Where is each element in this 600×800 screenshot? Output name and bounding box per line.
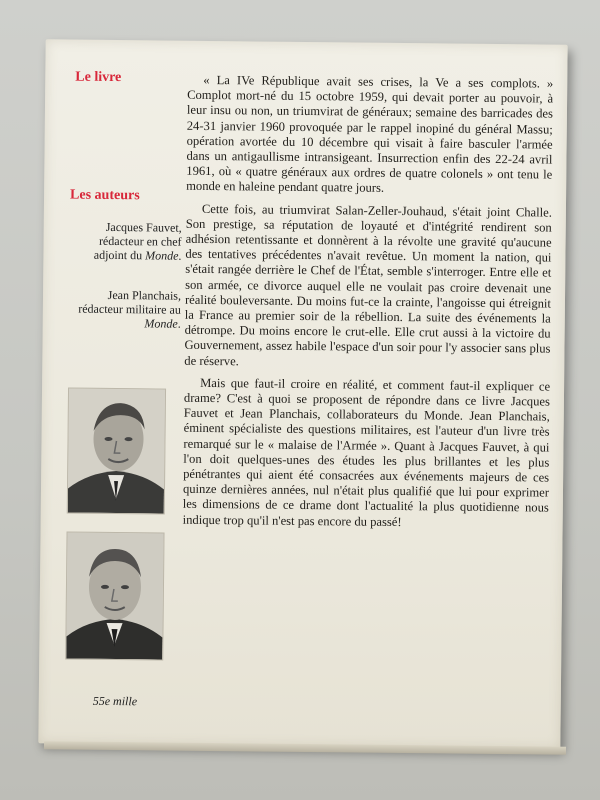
blurb-paragraph-3: Mais que faut-il croire en réalité, et comment faut-il expliquer ce drame? C'est à quoi se proposent de répondre dans ce livre Jacques Fauvet et Jean Planchais, collaborateurs du Monde. Jean Planchais, éminent spécialiste des questions militaires, est l'auteur d'un livre très remarqué sur le « malaise de l'Armée ». Quant à Jacques Fauvet, à qui l'on doit quelques-unes des études les plus brillantes et les plus pénétrantes qui aient été consacrées aux événements majeurs de ces quinze dernières années, nul n'était plus qualifié que lui pour exprimer les dimensions de ce drame dont l'actualité la plus quotidienne nous indique trop qu'il n'est pas encore du passé! [182, 375, 551, 529]
sidebar [65, 69, 183, 709]
author-planchais-end: . [177, 316, 181, 331]
portrait-photo-planchais [65, 532, 164, 661]
author-planchais [69, 288, 181, 331]
author-fauvet [69, 220, 181, 263]
print-run-label: 55e mille [92, 693, 138, 709]
blurb-text [183, 73, 554, 532]
blurb-paragraph-1: « La IVe République avait ses crises, la Ve a ses complots. » Complot mort-né du 15 octobre 1959, qui devait porter au pouvoir, à leur insu ou non, un triumvirat de généraux; semaine des barricades des 24-31 janvier 1960 provoquée par le rappel inopiné du général Massu; opération avortée du 10 décembre qui visait à faire basculer l'armée dans un antigaullisme intransigeant. Insurrection enfin des 22-24 avril 1961, où « quatre généraux aux ordres de quatre colonels » ont tenu le monde en haleine pendant quatre jours. [186, 72, 554, 196]
portrait-photo-fauvet [67, 388, 166, 515]
blurb-paragraph-2: Cette fois, au triumvirat Salan-Zeller-Jouhaud, s'était joint Challe. Son prestige, sa réputation de loyauté et d'intégrité rendirent son adhésion retentissante et donnèrent à la révolte une gravité qu'aucune des tentatives précédentes n'avait revêtue. Un moment la nation, qui s'était rangée derrière le Chef de l'État, semble s'interroger. Entre elle et son armée, ce divorce auquel elle ne voulait pas croire devenait une réalité bouleversante. Du moins fut-ce la crainte, l'angoisse qui étreignit la France au premier soir de la rébellion. La suite des événements la détrompe. Du moins encore le crut-elle. Elle crut aussi à la victoire du Gouvernement, assez habile l'espace d'un soir pour l'y associer sans plus de réserve. [184, 201, 552, 368]
author-planchais-text: Jean Planchais, rédacteur militaire au [78, 287, 182, 317]
book-back-cover [38, 39, 567, 748]
author-fauvet-end: . [178, 248, 182, 263]
author-planchais-paper: Monde [144, 316, 178, 331]
author-fauvet-paper: Monde [145, 248, 179, 263]
author-fauvet-text: Jacques Fauvet, rédacteur en chef adjoint du [93, 219, 182, 263]
heading-le-livre: Le livre [75, 69, 122, 86]
heading-les-auteurs: Les auteurs [69, 187, 140, 204]
